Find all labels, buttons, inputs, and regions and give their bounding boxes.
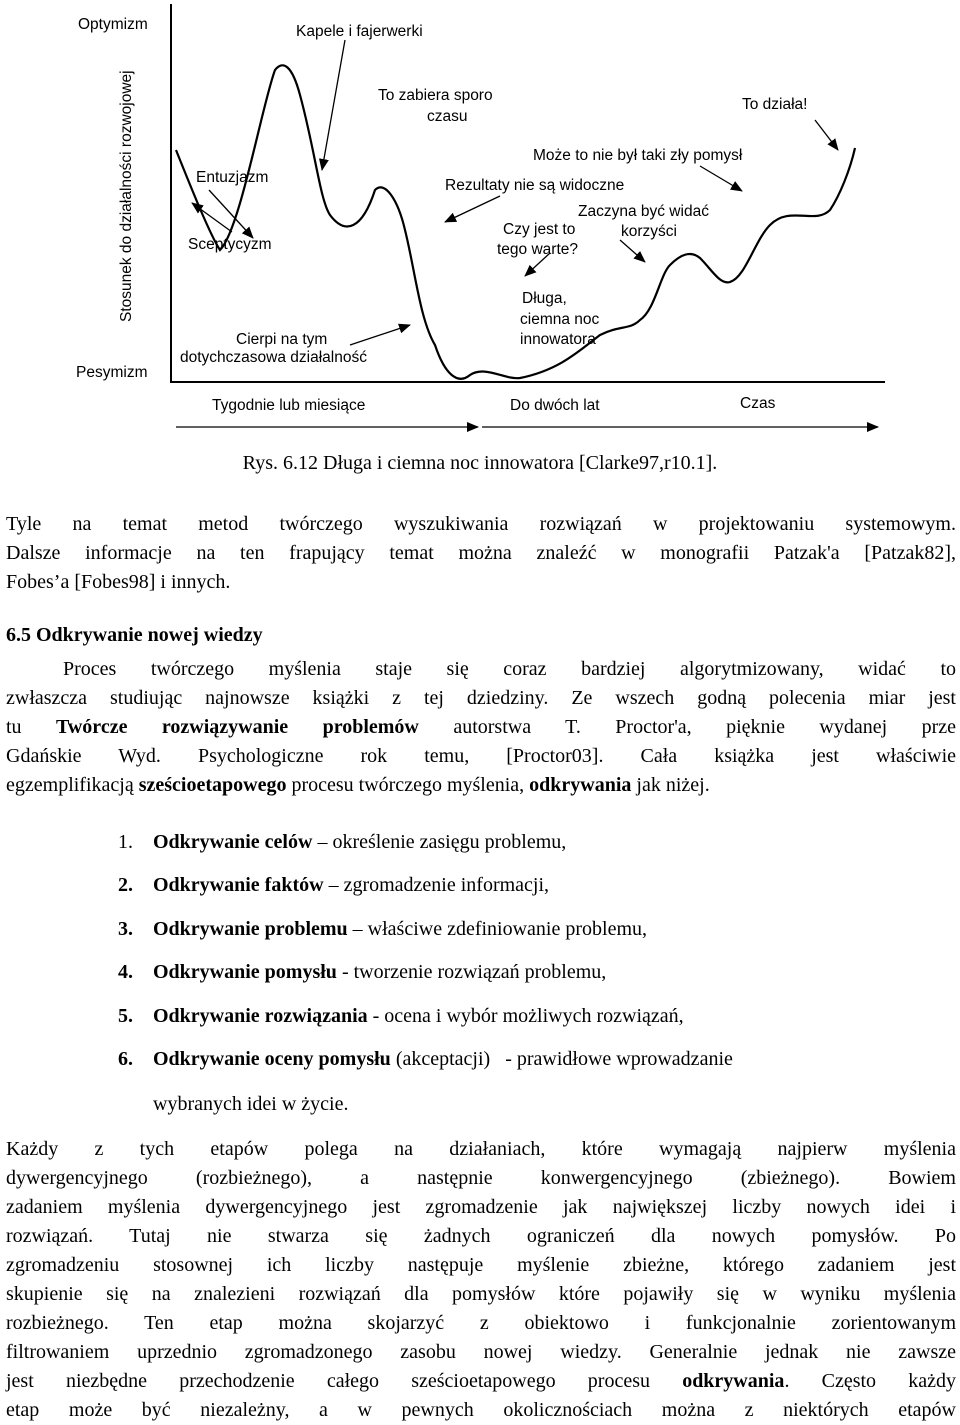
list-item (118, 831, 566, 854)
x-label-weeks: Tygodnie lub miesiące (212, 397, 366, 414)
arrow-dziala (815, 120, 838, 150)
arrow-cierpi (350, 325, 410, 345)
paragraph-line (6, 771, 956, 800)
paragraph-text: jak niżej. (631, 774, 710, 796)
list-item-row (118, 1048, 956, 1071)
list-item (118, 1048, 956, 1071)
list-item-lead (118, 1048, 733, 1071)
label-dluga-3: innowatora (520, 331, 596, 348)
emphasis: odkrywania (682, 1370, 785, 1392)
label-zaczyna-2: korzyści (621, 223, 677, 240)
label-cierpi-2: dotychczasowa działalność (180, 349, 367, 366)
book-title: Twórcze rozwiązywanie problemów (56, 716, 419, 738)
emphasis: odkrywania (529, 774, 632, 796)
section-heading: 6.5 Odkrywanie nowej wiedzy (6, 624, 263, 646)
list-item-title: Odkrywanie problemu (153, 918, 348, 940)
list-item-continuation: wybranych idei w życie. (153, 1093, 349, 1115)
paragraph-line: etap może być niezależny, a w pewnych okolicznościach można z niektórych etapów (6, 1399, 956, 1421)
paragraph-line: filtrowaniem uprzednio zgromadzonego zasobu nowej wiedzy. Generalnie jednak nie zawsze (6, 1341, 956, 1363)
list-item-title: Odkrywanie pomysłu (153, 961, 337, 983)
innovator-night-figure (0, 0, 960, 450)
paragraph-line: zwłaszcza studiując najnowsze książki z tej dziedziny. Ze wszech godną polecenia miar jest (6, 687, 956, 709)
list-item-text: – zgromadzenie informacji, (323, 874, 550, 896)
paragraph-line (6, 655, 956, 684)
paragraph-text: autorstwa T. Proctor'a, pięknie wydanej prze (418, 716, 957, 738)
list-item-title: Odkrywanie rozwiązania (153, 1005, 368, 1027)
arrow-moze (700, 166, 742, 191)
label-dluga-2: ciemna noc (520, 311, 600, 328)
label-sceptycyzm: Sceptycyzm (188, 236, 272, 253)
list-item (118, 874, 549, 897)
y-top-label: Optymizm (78, 16, 148, 33)
paragraph-text: jest niezbędne przechodzenie całego sześcioetapowego procesu (6, 1370, 683, 1392)
list-number: 6. (118, 1048, 133, 1070)
paragraph-line: Fobes’a [Fobes98] i innych. (6, 571, 231, 593)
x-label-two-years: Do dwóch lat (510, 397, 600, 414)
list-item-title: Odkrywanie celów (153, 831, 313, 853)
list-number: 3. (118, 918, 133, 940)
paragraph-line: Gdańskie Wyd. Psychologiczne rok temu, [Proctor03]. Cała książka jest właściwie (6, 745, 956, 767)
x-label-time: Czas (740, 395, 776, 412)
intro-paragraph (6, 510, 956, 597)
list-item-text: - tworzenie rozwiązań problemu, (336, 961, 607, 983)
label-zabiera-1: To zabiera sporo (378, 87, 493, 104)
paragraph-text: . Często każdy (784, 1370, 956, 1392)
list-item (118, 918, 647, 941)
label-czy-1: Czy jest to (503, 221, 576, 238)
list-item-text: - ocena i wybór możliwych rozwiązań, (367, 1005, 684, 1027)
label-dziala: To działa! (742, 96, 808, 113)
arrow-kapele (322, 40, 345, 170)
paragraph-line (6, 713, 956, 742)
list-item-title: Odkrywanie oceny pomysłu (153, 1048, 391, 1070)
label-rezultaty: Rezultaty nie są widoczne (445, 177, 625, 194)
list-item-text: (akceptacji) - prawidłowe wprowadzanie (390, 1048, 733, 1070)
label-entuzjazm: Entuzjazm (196, 169, 269, 186)
paragraph-text: procesu twórczego myślenia, (286, 774, 530, 796)
list-number: 2. (118, 874, 133, 896)
arrow-zaczyna (620, 240, 645, 262)
label-kapele: Kapele i fajerwerki (296, 23, 423, 40)
list-number: 5. (118, 1005, 133, 1027)
paragraph-text: egzemplifikacją (6, 774, 139, 796)
label-cierpi-1: Cierpi na tym (236, 331, 328, 348)
label-dluga-1: Długa, (522, 290, 567, 307)
list-number: 1. (118, 831, 133, 853)
y-bottom-label: Pesymizm (76, 364, 148, 381)
paragraph-text: Proces twórczego myślenia staje się coraz bardziej algorytmizowany, widać to (63, 658, 956, 680)
arrow-rezultaty (445, 196, 500, 222)
arrow-sceptycyzm (192, 203, 232, 232)
list-item-title: Odkrywanie faktów (153, 874, 324, 896)
list-number: 4. (118, 961, 133, 983)
paragraph-line: zadaniem myślenia dywergencyjnego jest zgromadzenie jak największej liczby nowych idei i (6, 1196, 956, 1218)
paragraph-line: zgromadzeniu stosownej ich liczby następuje myślenie zbieżne, którego zadaniem jest (6, 1254, 956, 1276)
paragraph-line: Każdy z tych etapów polega na działaniach, które wymagają najpierw myślenia (6, 1138, 956, 1160)
figure-caption: Rys. 6.12 Długa i ciemna noc innowatora [Clarke97,r10.1]. (242, 452, 718, 474)
paragraph-line: skupienie się na znalezieni rozwiązań dla pomysłów które pojawiły się w wyniku myślenia (6, 1283, 956, 1305)
closing-paragraph (6, 1135, 956, 1425)
paragraph-line: rozwiązań. Tutaj nie stwarza się żadnych ograniczeń dla nowych pomysłów. Po (6, 1225, 956, 1247)
paragraph-line: rozbieżnego. Ten etap można skojarzyć z obiektowo i funkcjonalnie zorientowanym (6, 1312, 956, 1334)
paragraph-text: tu (6, 716, 56, 738)
paragraph-line: dywergencyjnego (rozbieżnego), a następnie konwergencyjnego (zbieżnego). Bowiem (6, 1167, 956, 1189)
list-item (118, 961, 606, 984)
section-paragraph (6, 655, 956, 800)
paragraph-line: Dalsze informacje na ten frapujący temat można znaleźć w monografii Patzak'a [Patzak82], (6, 542, 956, 564)
label-moze: Może to nie był taki zły pomysł (533, 147, 743, 164)
label-zaczyna-1: Zaczyna być widać (578, 203, 709, 220)
list-item-text: – określenie zasięgu problemu, (312, 831, 567, 853)
y-axis-label: Stosunek do działalności rozwojowej (118, 70, 135, 322)
emphasis: sześcioetapowego (138, 774, 287, 796)
list-item (118, 1005, 684, 1028)
paragraph-line (6, 1367, 956, 1396)
label-czy-2: tego warte? (497, 241, 578, 258)
paragraph-line: Tyle na temat metod twórczego wyszukiwania rozwiązań w projektowaniu systemowym. (6, 513, 956, 535)
list-item-text: – właściwe zdefiniowanie problemu, (347, 918, 648, 940)
label-zabiera-2: czasu (427, 108, 468, 125)
